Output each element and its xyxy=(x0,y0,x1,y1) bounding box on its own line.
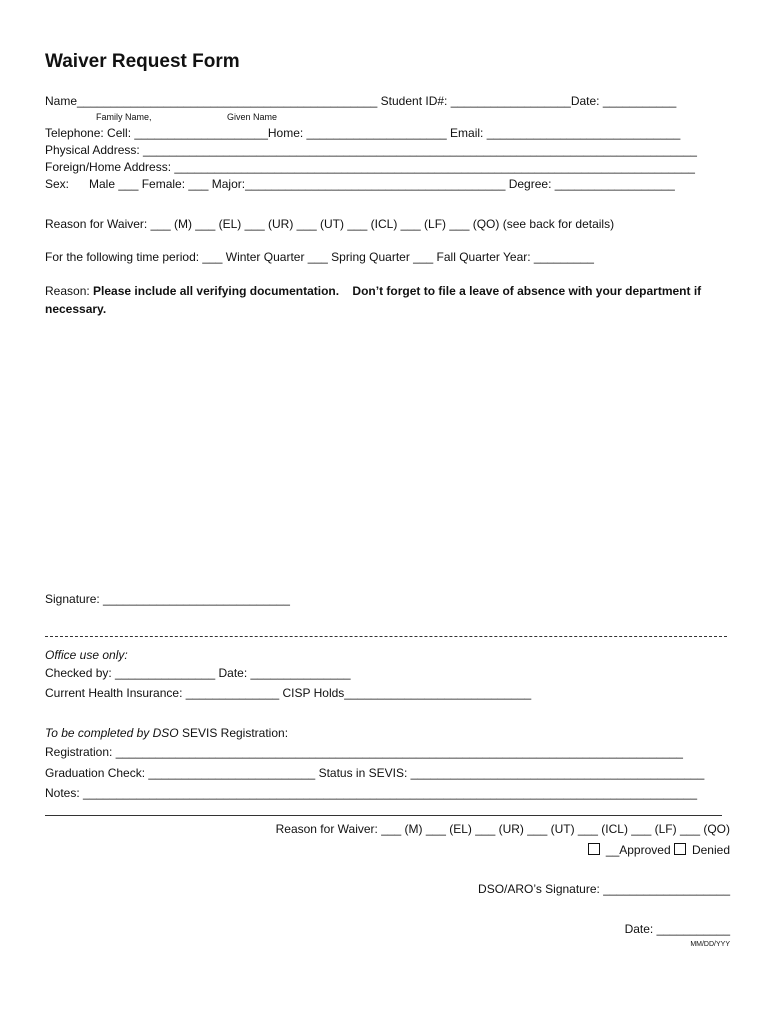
approved-label: __Approved xyxy=(605,843,671,857)
given-name-caption: Given Name xyxy=(227,112,278,122)
approved-checkbox[interactable] xyxy=(588,843,600,855)
telephone-line: Telephone: Cell: ____________________Home: _____________________ Email: _____________________________ xyxy=(45,126,681,140)
office-use-heading: Office use only: xyxy=(45,648,128,662)
health-insurance-line: Current Health Insurance: ______________ CISP Holds____________________________ xyxy=(45,686,532,700)
dso-signature-line: DSO/ARO’s Signature: ___________________ xyxy=(478,882,730,896)
cut-line-divider xyxy=(45,636,727,637)
name-line: Name_____________________________________________ Student ID#: __________________Date: ___________ xyxy=(45,94,677,108)
dso-heading xyxy=(45,726,288,740)
denied-label: Denied xyxy=(691,843,730,857)
reason-for-waiver-review-line: Reason for Waiver: ___ (M) ___ (EL) ___ (UR) ___ (UT) ___ (ICL) ___ (LF) ___ (QO) xyxy=(275,822,730,836)
denied-checkbox[interactable] xyxy=(674,843,686,855)
reason-instructions xyxy=(45,284,701,298)
reason-bold-text-2: necessary. xyxy=(45,302,107,316)
date-line: Date: ___________ xyxy=(624,922,730,936)
foreign-address-line: Foreign/Home Address: ______________________________________________________________________________ xyxy=(45,160,695,174)
reason-for-waiver-line: Reason for Waiver: ___ (M) ___ (EL) ___ (UR) ___ (UT) ___ (ICL) ___ (LF) ___ (QO) (see back for details) xyxy=(45,217,615,231)
reason-bold-text: Please include all verifying documentation. Don’t forget to file a leave of absence with your department if xyxy=(93,284,702,298)
time-period-line: For the following time period: ___ Winter Quarter ___ Spring Quarter ___ Fall Quarter Year: _________ xyxy=(45,250,594,264)
sex-major-degree-line: Sex: Male ___ Female: ___ Major:_______________________________________ Degree: __________________ xyxy=(45,177,675,191)
form-title: Waiver Request Form xyxy=(45,51,240,72)
date-format-caption: MM/DD/YYY xyxy=(690,941,730,948)
notes-continuation-line xyxy=(45,815,722,816)
graduation-check-line: Graduation Check: _________________________ Status in SEVIS: ____________________________________________ xyxy=(45,766,705,780)
checked-by-line: Checked by: _______________ Date: _______________ xyxy=(45,666,351,680)
dso-heading-rest: SEVIS Registration: xyxy=(178,726,289,740)
dso-heading-italic: To be completed by DSO xyxy=(45,726,179,740)
signature-line: Signature: ____________________________ xyxy=(45,592,290,606)
family-name-caption: Family Name, xyxy=(96,112,152,122)
registration-line: Registration: _____________________________________________________________________________________ xyxy=(45,745,683,759)
physical-address-line: Physical Address: ___________________________________________________________________________________ xyxy=(45,143,697,157)
reason-label: Reason: xyxy=(45,284,94,298)
decision-row xyxy=(588,843,730,857)
notes-line: Notes: ____________________________________________________________________________________________ xyxy=(45,786,698,800)
